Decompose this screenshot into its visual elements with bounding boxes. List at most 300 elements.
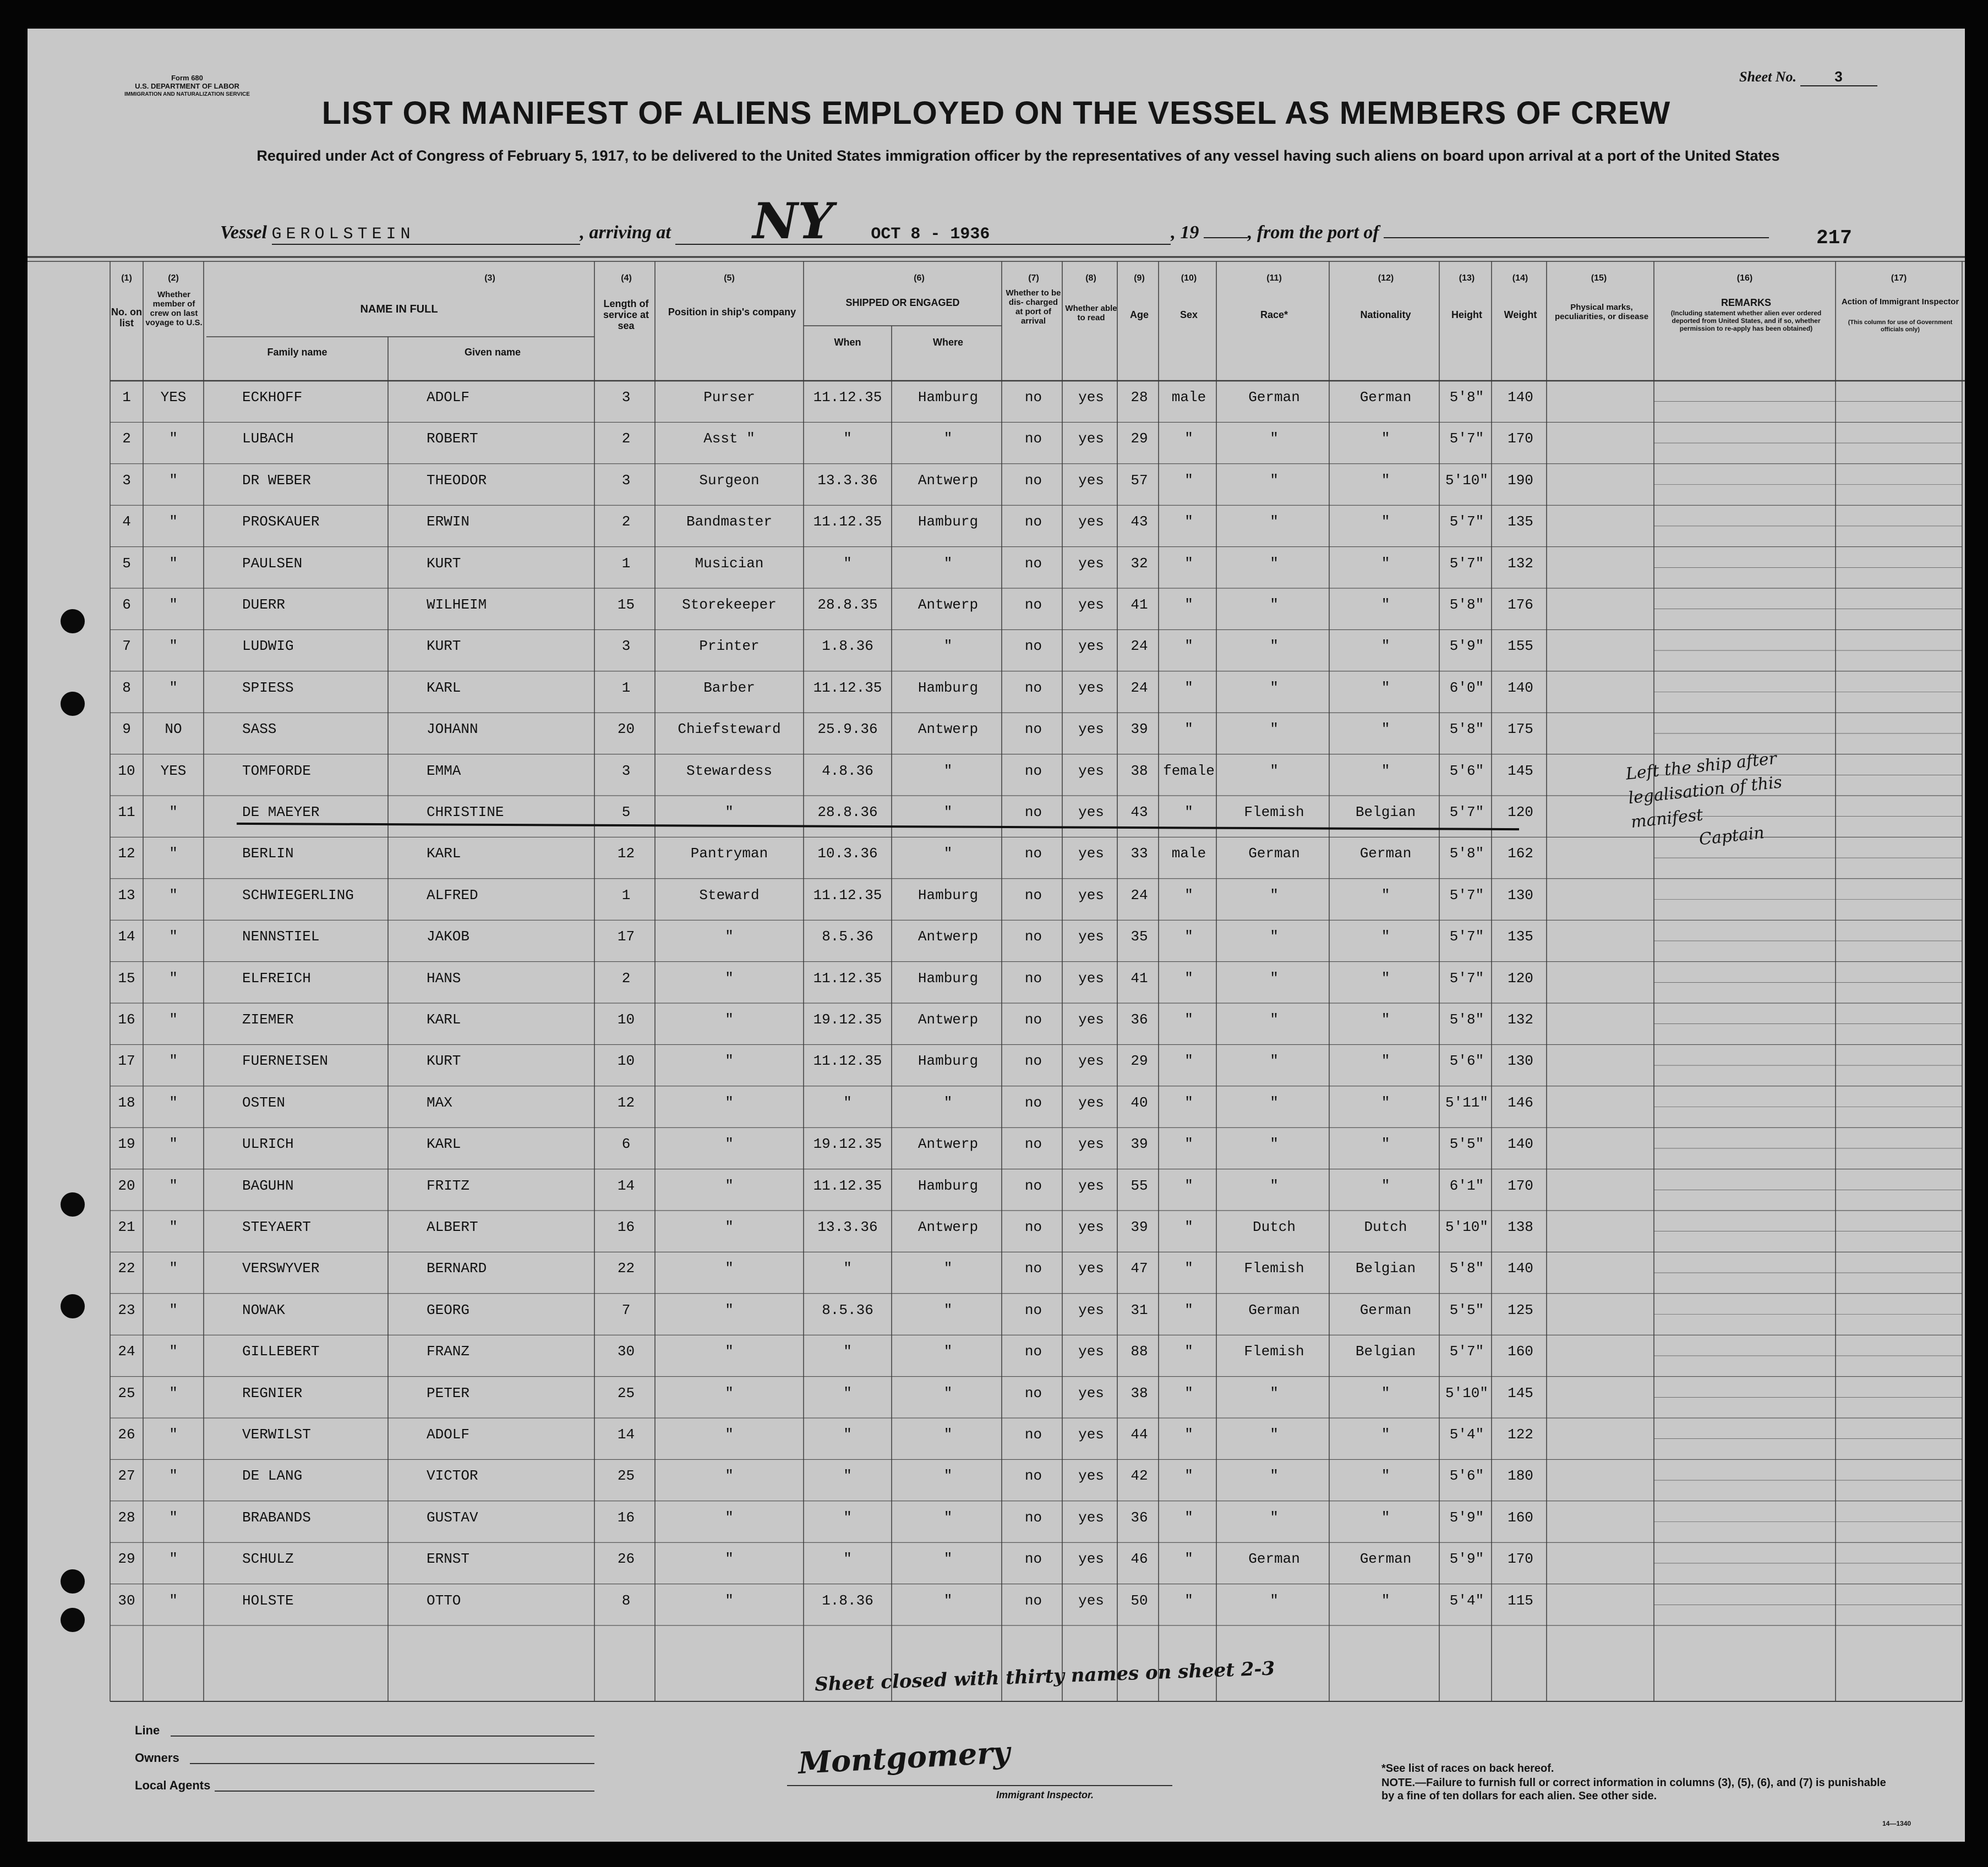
row-29-read: yes: [1078, 1551, 1104, 1568]
row-22-read: yes: [1078, 1260, 1104, 1277]
row-2-read: yes: [1078, 430, 1104, 447]
row-19-family: ULRICH: [242, 1136, 294, 1153]
row-24-where: ": [943, 1343, 953, 1360]
row-27-where: ": [943, 1468, 953, 1485]
row-14-given: JAKOB: [427, 928, 470, 945]
row-21-when: 13.3.36: [817, 1219, 878, 1235]
row-24-no: 24: [118, 1343, 135, 1360]
row-7-height: 5'9": [1449, 638, 1484, 655]
row-13-position: Steward: [699, 886, 760, 904]
row-29-position: ": [725, 1551, 734, 1568]
row-17-given: KURT: [427, 1053, 461, 1070]
row-25-no: 25: [118, 1384, 135, 1401]
row-23-race: German: [1248, 1301, 1300, 1318]
row-22-age: 47: [1130, 1260, 1148, 1277]
row-28-service: 16: [617, 1509, 635, 1526]
row-12-family: BERLIN: [242, 845, 294, 862]
row-15-where: Hamburg: [917, 970, 979, 987]
row-16-when: 19.12.35: [813, 1011, 882, 1028]
row-24-when: ": [843, 1343, 852, 1360]
row-21-no: 21: [118, 1219, 135, 1235]
row-14-read: yes: [1078, 928, 1104, 945]
row-30-when: 1.8.36: [822, 1592, 873, 1609]
row-15-given: HANS: [427, 970, 461, 987]
row-10-disch: no: [1024, 762, 1042, 779]
row-20-weight: 170: [1508, 1177, 1533, 1194]
col-header-nationality: Nationality: [1360, 309, 1411, 320]
row-7-when: 1.8.36: [822, 638, 873, 655]
row-20-no: 20: [118, 1177, 135, 1194]
row-12-where: ": [943, 845, 953, 862]
row-13-weight: 130: [1508, 886, 1533, 904]
row-14-when: 8.5.36: [822, 928, 873, 945]
row-17-age: 29: [1130, 1053, 1148, 1070]
row-13-when: 11.12.35: [813, 886, 882, 904]
row-15-service: 2: [621, 970, 631, 987]
row-21-nat: Dutch: [1364, 1219, 1407, 1235]
row-26-race: ": [1270, 1426, 1279, 1443]
row-30-given: OTTO: [427, 1592, 461, 1609]
row-11-crew: ": [169, 804, 178, 820]
row-17-race: ": [1270, 1053, 1279, 1070]
sheet-number-value: 3: [1800, 68, 1877, 86]
row-21-position: ": [725, 1219, 734, 1235]
row-3-height: 5'10": [1445, 472, 1488, 489]
col-header-remarks: REMARKS: [1721, 297, 1771, 308]
row-4-nat: ": [1381, 513, 1390, 530]
races-note: *See list of races on back hereof.: [1381, 1762, 1554, 1775]
col-header-given: Given name: [464, 347, 521, 358]
row-25-race: ": [1270, 1384, 1279, 1401]
punch-hole: [61, 1294, 85, 1318]
row-19-height: 5'5": [1449, 1136, 1484, 1153]
punch-hole: [61, 1608, 85, 1632]
row-17-service: 10: [617, 1053, 635, 1070]
from-port-label: from the port of: [1257, 222, 1379, 243]
row-13-height: 5'7": [1449, 886, 1484, 904]
row-5-sex: ": [1184, 555, 1193, 572]
row-2-service: 2: [621, 430, 631, 447]
row-30-service: 8: [621, 1592, 631, 1609]
row-16-race: ": [1270, 1011, 1279, 1028]
arriving-label: arriving at: [589, 222, 671, 243]
row-30-age: 50: [1130, 1592, 1148, 1609]
row-12-read: yes: [1078, 845, 1104, 862]
row-20-sex: ": [1184, 1177, 1193, 1194]
row-18-family: OSTEN: [242, 1094, 286, 1111]
row-28-sex: ": [1184, 1509, 1193, 1526]
row-10-when: 4.8.36: [822, 762, 873, 779]
row-18-read: yes: [1078, 1094, 1104, 1111]
row-28-read: yes: [1078, 1509, 1104, 1526]
agents-field: [215, 1791, 594, 1792]
row-6-height: 5'8": [1449, 596, 1484, 613]
col-header-family: Family name: [267, 347, 327, 358]
row-23-disch: no: [1024, 1301, 1042, 1318]
row-19-service: 6: [621, 1136, 631, 1153]
service-name: IMMIGRATION AND NATURALIZATION SERVICE: [124, 91, 250, 97]
row-11-sex: ": [1184, 804, 1193, 820]
row-4-height: 5'7": [1449, 513, 1484, 530]
row-30-height: 5'4": [1449, 1592, 1484, 1609]
row-5-nat: ": [1381, 555, 1390, 572]
row-7-given: KURT: [427, 638, 461, 655]
row-30-position: ": [725, 1592, 734, 1609]
row-3-weight: 190: [1508, 472, 1533, 489]
row-27-nat: ": [1381, 1468, 1390, 1485]
row-14-service: 17: [617, 928, 635, 945]
row-15-disch: no: [1024, 970, 1042, 987]
row-25-age: 38: [1130, 1384, 1148, 1401]
row-27-no: 27: [118, 1468, 135, 1485]
col-header-remarks-note: (Including statement whether alien ever ordered deported from United States, and if so, whether permission to re-apply has been obtained): [1670, 309, 1822, 332]
col-header-race: Race*: [1260, 309, 1288, 320]
row-11-age: 43: [1130, 804, 1148, 820]
row-18-where: ": [943, 1094, 953, 1111]
row-7-family: LUDWIG: [242, 638, 294, 655]
row-14-sex: ": [1184, 928, 1193, 945]
row-6-crew: ": [169, 596, 178, 613]
row-8-service: 1: [621, 679, 631, 696]
row-7-service: 3: [621, 638, 631, 655]
row-26-given: ADOLF: [427, 1426, 470, 1443]
row-21-where: Antwerp: [917, 1219, 979, 1235]
row-5-race: ": [1270, 555, 1279, 572]
row-2-crew: ": [169, 430, 178, 447]
row-8-no: 8: [122, 679, 131, 696]
row-9-family: SASS: [242, 721, 277, 738]
row-2-position: Asst ": [703, 430, 755, 447]
row-17-crew: ": [169, 1053, 178, 1070]
row-9-weight: 175: [1508, 721, 1533, 738]
row-11-height: 5'7": [1449, 804, 1484, 820]
row-24-read: yes: [1078, 1343, 1104, 1360]
row-5-family: PAULSEN: [242, 555, 303, 572]
row-3-position: Surgeon: [699, 472, 760, 489]
row-28-nat: ": [1381, 1509, 1390, 1526]
row-2-race: ": [1270, 430, 1279, 447]
row-3-crew: ": [169, 472, 178, 489]
row-6-race: ": [1270, 596, 1279, 613]
row-21-disch: no: [1024, 1219, 1042, 1235]
row-12-height: 5'8": [1449, 845, 1484, 862]
row-26-position: ": [725, 1426, 734, 1443]
row-18-age: 40: [1130, 1094, 1148, 1111]
row-12-nat: German: [1359, 845, 1412, 862]
row-14-no: 14: [118, 928, 135, 945]
row-10-no: 10: [118, 762, 135, 779]
row-25-service: 25: [617, 1384, 635, 1401]
row-26-no: 26: [118, 1426, 135, 1443]
row-23-sex: ": [1184, 1301, 1193, 1318]
row-16-given: KARL: [427, 1011, 461, 1028]
row-29-no: 29: [118, 1551, 135, 1568]
row-1-no: 1: [122, 389, 131, 406]
row-6-nat: ": [1381, 596, 1390, 613]
row-21-read: yes: [1078, 1219, 1104, 1235]
row-5-when: ": [843, 555, 852, 572]
column-number: (9): [1134, 273, 1145, 283]
row-7-sex: ": [1184, 638, 1193, 655]
column-number: (11): [1266, 273, 1282, 283]
row-16-weight: 132: [1508, 1011, 1533, 1028]
row-28-where: ": [943, 1509, 953, 1526]
row-23-position: ": [725, 1301, 734, 1318]
row-14-weight: 135: [1508, 928, 1533, 945]
row-18-nat: ": [1381, 1094, 1390, 1111]
row-4-crew: ": [169, 513, 178, 530]
row-12-weight: 162: [1508, 845, 1533, 862]
row-29-race: German: [1248, 1551, 1300, 1568]
row-6-given: WILHEIM: [427, 596, 487, 613]
row-2-weight: 170: [1508, 430, 1533, 447]
row-15-sex: ": [1184, 970, 1193, 987]
column-number: (10): [1181, 273, 1197, 283]
row-13-where: Hamburg: [917, 886, 979, 904]
column-number: (8): [1085, 273, 1096, 283]
row-20-race: ": [1270, 1177, 1279, 1194]
row-30-nat: ": [1381, 1592, 1390, 1609]
row-4-service: 2: [621, 513, 631, 530]
row-2-family: LUBACH: [242, 430, 294, 447]
row-18-disch: no: [1024, 1094, 1042, 1111]
closing-note: Sheet closed with thirty names on sheet 2-3: [814, 1657, 1275, 1696]
row-16-read: yes: [1078, 1011, 1104, 1028]
row-2-where: ": [943, 430, 953, 447]
list-number: 217: [1816, 227, 1852, 249]
col-header-height: Height: [1451, 309, 1482, 320]
arriving-port: NY: [752, 192, 833, 250]
row-18-position: ": [725, 1094, 734, 1111]
row-22-crew: ": [169, 1260, 178, 1277]
row-19-nat: ": [1381, 1136, 1390, 1153]
row-6-weight: 176: [1508, 596, 1533, 613]
row-11-no: 11: [118, 804, 135, 820]
row-16-where: Antwerp: [917, 1011, 979, 1028]
row-5-given: KURT: [427, 555, 461, 572]
row-20-where: Hamburg: [917, 1177, 979, 1194]
row-7-nat: ": [1381, 638, 1390, 655]
row-28-weight: 160: [1508, 1509, 1533, 1526]
row-17-read: yes: [1078, 1053, 1104, 1070]
row-5-read: yes: [1078, 555, 1104, 572]
column-number: (3): [484, 273, 495, 283]
row-21-crew: ": [169, 1219, 178, 1235]
row-25-read: yes: [1078, 1384, 1104, 1401]
column-number: (5): [724, 273, 735, 283]
row-15-age: 41: [1130, 970, 1148, 987]
col-header-age: Age: [1129, 309, 1149, 320]
row-29-age: 46: [1130, 1551, 1148, 1568]
row-7-crew: ": [169, 638, 178, 655]
row-12-crew: ": [169, 845, 178, 862]
row-26-sex: ": [1184, 1426, 1193, 1443]
col-header-where: Where: [932, 337, 963, 348]
row-5-service: 1: [621, 555, 631, 572]
arrival-date: OCT 8 - 1936: [871, 225, 990, 244]
row-14-where: Antwerp: [917, 928, 979, 945]
row-9-where: Antwerp: [917, 721, 979, 738]
row-28-height: 5'9": [1449, 1509, 1484, 1526]
row-20-disch: no: [1024, 1177, 1042, 1194]
row-29-disch: no: [1024, 1551, 1042, 1568]
form-code: 14—1340: [1882, 1820, 1911, 1827]
row-15-crew: ": [169, 970, 178, 987]
row-7-disch: no: [1024, 638, 1042, 655]
row-1-nat: German: [1359, 389, 1412, 406]
row-13-crew: ": [169, 886, 178, 904]
row-27-position: ": [725, 1468, 734, 1485]
col-header-crew: Whether member of crew on last voyage to U.S.: [145, 290, 203, 327]
row-4-age: 43: [1130, 513, 1148, 530]
row-17-when: 11.12.35: [813, 1053, 882, 1070]
row-11-service: 5: [621, 804, 631, 820]
row-25-when: ": [843, 1384, 852, 1401]
row-11-weight: 120: [1508, 804, 1533, 820]
year-label: 19: [1180, 222, 1199, 243]
row-5-disch: no: [1024, 555, 1042, 572]
row-26-read: yes: [1078, 1426, 1104, 1443]
row-21-weight: 138: [1508, 1219, 1533, 1235]
row-7-age: 24: [1130, 638, 1148, 655]
failure-note: NOTE.—Failure to furnish full or correct information in columns (3), (5), (6), and (7) is punishable by a fine of ten dollars for each alien. See other side.: [1381, 1777, 1886, 1802]
line-field: [171, 1735, 594, 1737]
row-1-weight: 140: [1508, 389, 1533, 406]
row-18-crew: ": [169, 1094, 178, 1111]
vessel-line: Vessel GEROLSTEIN , arriving at NY OCT 8 - 1936 , 19 , from the port of: [220, 210, 1769, 245]
column-number: (15): [1591, 273, 1607, 283]
row-1-position: Purser: [703, 389, 755, 406]
row-27-age: 42: [1130, 1468, 1148, 1485]
row-24-sex: ": [1184, 1343, 1193, 1360]
row-22-race: Flemish: [1244, 1260, 1304, 1277]
row-14-age: 35: [1130, 928, 1148, 945]
row-15-family: ELFREICH: [242, 970, 311, 987]
column-number: (2): [168, 273, 179, 283]
row-14-crew: ": [169, 928, 178, 945]
row-19-sex: ": [1184, 1136, 1193, 1153]
row-3-age: 57: [1130, 472, 1148, 489]
remark-row-10: [1625, 742, 1826, 859]
row-3-no: 3: [122, 472, 131, 489]
row-12-age: 33: [1130, 845, 1148, 862]
row-6-when: 28.8.35: [817, 596, 878, 613]
column-number: (1): [121, 273, 132, 283]
row-23-crew: ": [169, 1301, 178, 1318]
col-header-when: When: [834, 337, 861, 348]
col-header-service: Length of service at sea: [603, 298, 649, 331]
row-25-position: ": [725, 1384, 734, 1401]
row-24-disch: no: [1024, 1343, 1042, 1360]
row-13-nat: ": [1381, 886, 1390, 904]
row-1-service: 3: [621, 389, 631, 406]
row-5-weight: 132: [1508, 555, 1533, 572]
row-18-weight: 146: [1508, 1094, 1533, 1111]
row-30-weight: 115: [1508, 1592, 1533, 1609]
row-3-given: THEODOR: [427, 472, 487, 489]
row-24-position: ": [725, 1343, 734, 1360]
row-28-age: 36: [1130, 1509, 1148, 1526]
row-23-weight: 125: [1508, 1301, 1533, 1318]
row-29-service: 26: [617, 1551, 635, 1568]
row-14-family: NENNSTIEL: [242, 928, 320, 945]
row-30-disch: no: [1024, 1592, 1042, 1609]
row-22-where: ": [943, 1260, 953, 1277]
row-19-position: ": [725, 1136, 734, 1153]
row-9-read: yes: [1078, 721, 1104, 738]
row-15-read: yes: [1078, 970, 1104, 987]
row-10-sex: female: [1163, 762, 1215, 779]
row-4-when: 11.12.35: [813, 513, 882, 530]
row-24-height: 5'7": [1449, 1343, 1484, 1360]
row-4-read: yes: [1078, 513, 1104, 530]
row-3-where: Antwerp: [917, 472, 979, 489]
row-14-disch: no: [1024, 928, 1042, 945]
row-2-height: 5'7": [1449, 430, 1484, 447]
row-17-where: Hamburg: [917, 1053, 979, 1070]
row-29-when: ": [843, 1551, 852, 1568]
row-25-sex: ": [1184, 1384, 1193, 1401]
row-27-service: 25: [617, 1468, 635, 1485]
row-19-no: 19: [118, 1136, 135, 1153]
row-16-disch: no: [1024, 1011, 1042, 1028]
row-17-nat: ": [1381, 1053, 1390, 1070]
row-19-race: ": [1270, 1136, 1279, 1153]
row-17-height: 5'6": [1449, 1053, 1484, 1070]
row-18-when: ": [843, 1094, 852, 1111]
row-28-crew: ": [169, 1509, 178, 1526]
line-label: Line: [135, 1723, 160, 1737]
row-20-family: BAGUHN: [242, 1177, 294, 1194]
row-19-where: Antwerp: [917, 1136, 979, 1153]
row-2-nat: ": [1381, 430, 1390, 447]
row-8-position: Barber: [703, 679, 755, 696]
row-9-disch: no: [1024, 721, 1042, 738]
row-4-race: ": [1270, 513, 1279, 530]
row-22-service: 22: [617, 1260, 635, 1277]
row-20-given: FRITZ: [427, 1177, 470, 1194]
row-11-read: yes: [1078, 804, 1104, 820]
agents-label: Local Agents: [135, 1778, 211, 1792]
page-subtitle: Required under Act of Congress of February 5, 1917, to be delivered to the United States immigration officer by the representatives of any vessel having such aliens on board upon arrival at a port of the United States: [256, 147, 1780, 164]
row-8-read: yes: [1078, 679, 1104, 696]
row-1-family: ECKHOFF: [242, 389, 303, 406]
row-8-family: SPIESS: [242, 679, 294, 696]
row-26-when: ": [843, 1426, 852, 1443]
row-8-given: KARL: [427, 679, 461, 696]
column-number: (17): [1891, 273, 1907, 283]
col-header-shipped: SHIPPED OR ENGAGED: [845, 297, 960, 308]
row-28-given: GUSTAV: [427, 1509, 478, 1526]
row-15-when: 11.12.35: [813, 970, 882, 987]
row-26-height: 5'4": [1449, 1426, 1484, 1443]
row-16-sex: ": [1184, 1011, 1193, 1028]
row-30-where: ": [943, 1592, 953, 1609]
row-6-sex: ": [1184, 596, 1193, 613]
row-26-service: 14: [617, 1426, 635, 1443]
row-9-nat: ": [1381, 721, 1390, 738]
row-11-nat: Belgian: [1355, 804, 1416, 820]
row-13-race: ": [1270, 886, 1279, 904]
form-number: Form 680: [171, 74, 203, 82]
row-24-weight: 160: [1508, 1343, 1533, 1360]
row-3-service: 3: [621, 472, 631, 489]
row-24-age: 88: [1130, 1343, 1148, 1360]
row-9-no: 9: [122, 721, 131, 738]
row-10-nat: ": [1381, 762, 1390, 779]
row-15-race: ": [1270, 970, 1279, 987]
row-6-disch: no: [1024, 596, 1042, 613]
